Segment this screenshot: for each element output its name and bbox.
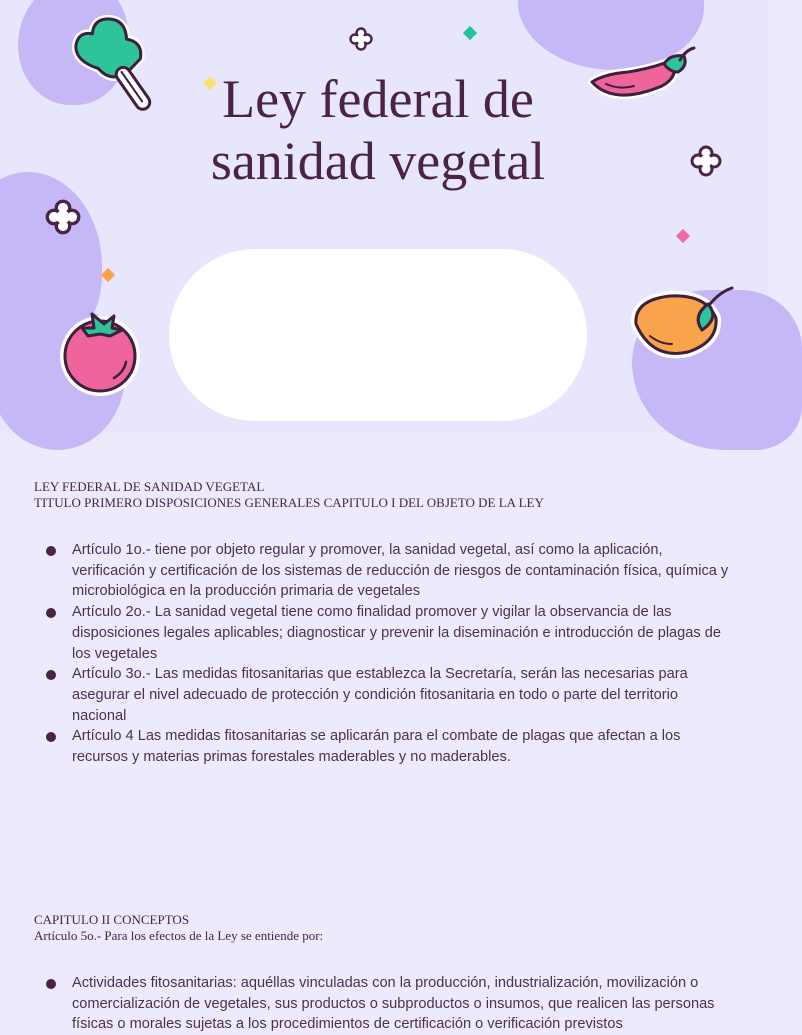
cover-banner [0,0,768,433]
list-item-text: Artículo 2o.- La sanidad vegetal tiene como finalidad promover y vigilar la observancia de las disposiciones legales aplicables; diagnosticar y prevenir la diseminación e introducción de plagas de los vegetales [72,604,721,662]
mango-icon [626,282,738,362]
sparkle-orange [101,268,115,282]
flower-sparkle-icon [349,27,373,51]
list-item [46,540,736,602]
list-item [46,664,736,726]
tomato-icon [52,306,150,396]
blank-pill-shape [169,249,587,421]
bullet-icon [46,732,56,742]
cover-title-line2: sanidad vegetal [210,131,546,191]
list-item [46,726,736,767]
list-item-text: Artículo 3o.- Las medidas fitosanitarias que establezca la Secretaría, serán las necesarias para asegurar el nivel adecuado de protección y condición fitosanitaria en todo o parte del territorio nacional [72,666,688,724]
section1-heading-subtitle: TITULO PRIMERO DISPOSICIONES GENERALES CAPITULO I DEL OBJETO DE LA LEY [34,495,544,510]
cover-title-line1: Ley federal de [222,69,534,129]
section2-heading-subtitle: Artículo 5o.- Para los efectos de la Ley se entiende por: [34,928,324,943]
sparkle-teal [463,26,477,40]
section1-heading-title: LEY FEDERAL DE SANIDAD VEGETAL [34,479,265,494]
sparkle-pink [676,229,690,243]
bullet-icon [46,670,56,680]
list-item-text: Artículo 1o.- tiene por objeto regular y promover, la sanidad vegetal, así como la aplicación, verificación y certificación de los sistemas de reducción de riesgos de contaminación física, química y microbiológica en la producción primaria de vegetales [72,542,729,600]
list-item [46,973,736,1035]
list-item-text: Actividades fitosanitarias: aquéllas vinculadas con la producción, industrialización, movilización o comercialización de vegetales, sus productos o subproductos o insumos, que realicen las personas físicas o morales sujetas a los procedimientos de certificación o verificación previstos [72,975,715,1033]
list-item-text: Artículo 4 Las medidas fitosanitarias se aplicarán para el combate de plagas que afectan a los recursos y materias primas forestales maderables y no maderables. [72,728,681,766]
cover-title [0,68,756,192]
list-item [46,602,736,664]
section1-article-list [46,540,736,768]
section2-heading-title: CAPITULO II CONCEPTOS [34,912,190,927]
section2-heading [34,912,323,944]
flower-sparkle-icon [45,199,81,235]
bullet-icon [46,979,56,989]
bullet-icon [46,608,56,618]
section2-concept-list [46,973,736,1035]
bullet-icon [46,546,56,556]
section1-heading [34,479,544,511]
